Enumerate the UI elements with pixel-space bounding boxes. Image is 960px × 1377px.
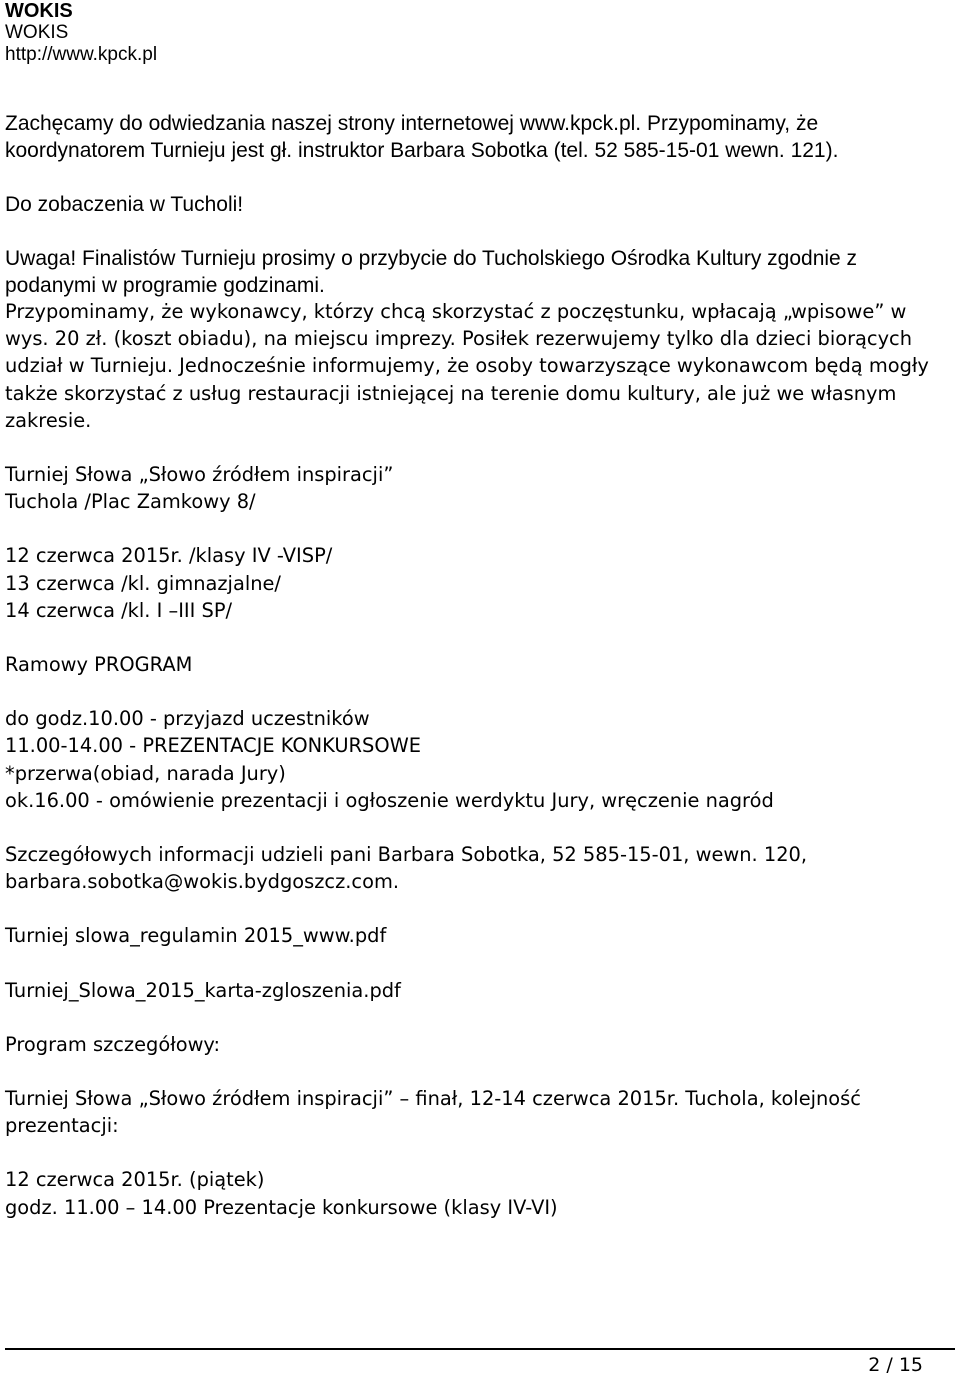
intro-paragraph-1: Zachęcamy do odwiedzania naszej strony internetowej www.kpck.pl. Przypominamy, że koordynatorem Turnieju jest gł. instruktor Barbara Sobotka (tel. 52 585-15-01 wewn. 121).: [5, 112, 839, 162]
contact-paragraph: Szczegółowych informacji udzieli pani Barbara Sobotka, 52 585-15-01, wewn. 120, barbara.sobotka@wokis.bydgoszcz.com.: [5, 843, 808, 894]
page-number: 2 / 15: [868, 1354, 923, 1376]
intro-paragraph-2: Do zobaczenia w Tucholi!: [5, 193, 244, 216]
date-line: 12 czerwca 2015r. /klasy IV -VISP/: [5, 544, 333, 568]
intro-section: [5, 110, 950, 299]
document-header: [5, 0, 157, 66]
regulations-file-link[interactable]: Turniej slowa_regulamin 2015_www.pdf: [5, 924, 387, 948]
event-title: Turniej Słowa „Słowo źródłem inspiracji”: [5, 463, 394, 487]
program-heading: Ramowy PROGRAM: [5, 653, 193, 677]
program-line: do godz.10.00 - przyjazd uczestników: [5, 707, 370, 731]
detail-program-heading: Program szczegółowy:: [5, 1032, 221, 1056]
date-line: 14 czerwca /kl. I –III SP/: [5, 598, 233, 622]
program-line: *przerwa(obiad, narada Jury): [5, 761, 286, 785]
header-url: http://www.kpck.pl: [5, 44, 158, 65]
header-subtitle: WOKIS: [5, 22, 69, 43]
footer-divider: [5, 1348, 955, 1350]
program-line: 11.00-14.00 - PREZENTACJE KONKURSOWE: [5, 734, 422, 758]
program-line: ok.16.00 - omówienie prezentacji i ogłoszenie werdyktu Jury, wręczenie nagród: [5, 788, 774, 812]
notice-paragraph: Przypominamy, że wykonawcy, którzy chcą skorzystać z poczęstunku, wpłacają „wpisowe” w wys. 20 zł. (koszt obiadu), na miejscu imprezy. Posiłek rezerwujemy tylko dla dzieci biorących udział w Turnieju. Jednocześnie informujemy, że osoby towarzyszące wykonawcom będą mogły także skorzystać z usług restauracji istniejącej na terenie domu kultury, ale już we własnym zakresie.: [5, 300, 929, 432]
intro-paragraph-3: Uwaga! Finalistów Turnieju prosimy o przybycie do Tucholskiego Ośrodka Kultury zgodnie z podanymi w programie godzinami.: [5, 247, 858, 297]
header-title: WOKIS: [5, 0, 73, 22]
application-form-file-link[interactable]: Turniej_Slowa_2015_karta-zgloszenia.pdf: [5, 978, 401, 1002]
date-line: 13 czerwca /kl. gimnazjalne/: [5, 571, 281, 595]
day-heading: 12 czerwca 2015r. (piątek): [5, 1168, 265, 1192]
event-place: Tuchola /Plac Zamkowy 8/: [5, 490, 256, 514]
day-program-line: godz. 11.00 – 14.00 Prezentacje konkursowe (klasy IV-VI): [5, 1195, 558, 1219]
main-section: [5, 298, 950, 1221]
final-title: Turniej Słowa „Słowo źródłem inspiracji” – finał, 12-14 czerwca 2015r. Tuchola, kolejność prezentacji:: [5, 1087, 861, 1138]
